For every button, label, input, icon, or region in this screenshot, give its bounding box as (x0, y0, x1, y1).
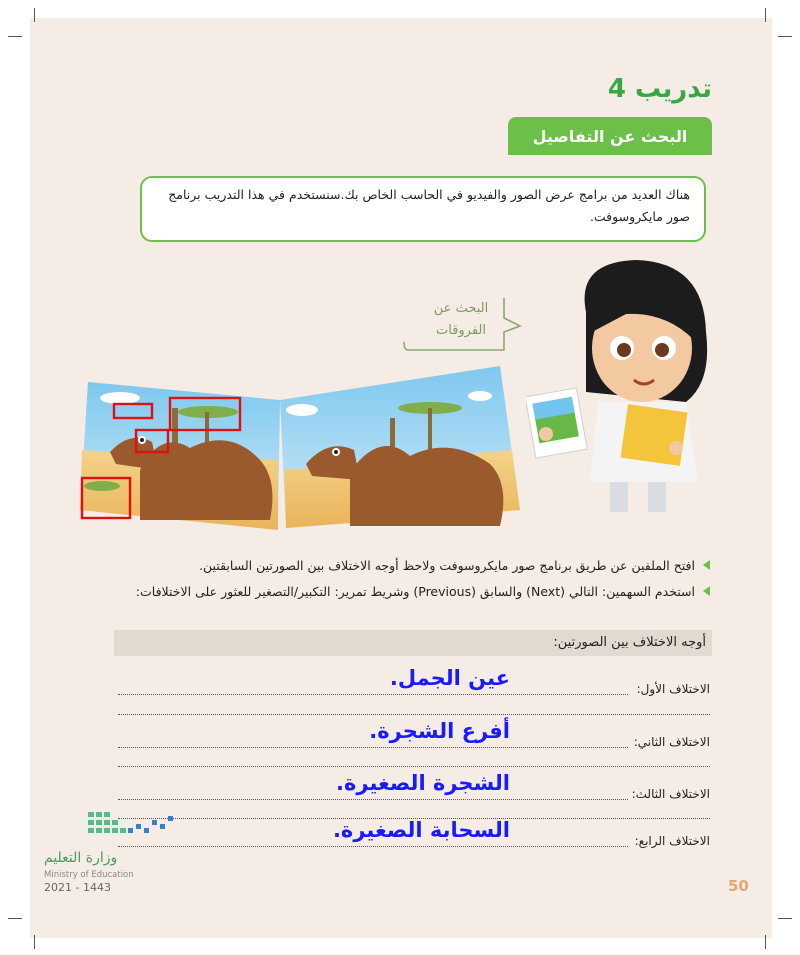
crop-mark (8, 36, 22, 37)
answer-label: الاختلاف الرابع: (634, 834, 710, 848)
ministry-name: وزارة التعليم (44, 850, 118, 866)
speech-bubble-text: البحث عن الفروقات (433, 301, 489, 338)
answer-row (118, 818, 710, 854)
answer-line (118, 714, 710, 715)
crop-mark (8, 918, 22, 919)
crop-mark (34, 8, 35, 22)
crop-mark (778, 918, 792, 919)
crop-mark (34, 935, 35, 949)
answer-line (118, 694, 628, 695)
crop-mark (765, 8, 766, 22)
answer-label: الاختلاف الأول: (636, 682, 710, 696)
camel-photo-left (80, 382, 280, 530)
section-banner: البحث عن التفاصيل (508, 117, 712, 155)
bullet-arrow-icon (703, 560, 710, 570)
answer-line (118, 747, 628, 748)
answer-text: أفرع الشجرة. (369, 719, 510, 743)
bullet-arrow-icon (703, 586, 710, 596)
answer-label: الاختلاف الثالث: (631, 787, 710, 801)
ministry-emblem-icon (44, 808, 184, 850)
answer-line (118, 766, 710, 767)
answer-row (118, 771, 710, 807)
answer-label: الاختلاف الثاني: (633, 735, 710, 749)
instructions-list (130, 552, 710, 604)
answer-row (118, 719, 710, 755)
crop-mark (778, 36, 792, 37)
instruction-text: افتح الملفين عن طريق برنامج صور مايكروسوفت ولاحظ أوجه الاختلاف بين الصورتين السابقتين. (199, 557, 695, 573)
ministry-logo (44, 808, 184, 898)
camel-photo-right (280, 366, 520, 528)
list-item (130, 552, 710, 578)
answer-line (118, 846, 628, 847)
instruction-text: استخدم السهمين: التالي (Next) والسابق (Previous) وشريط تمرير: التكبير/التصغير للعثور على الاختلافات: (135, 583, 695, 599)
answer-text: عين الجمل. (389, 666, 510, 690)
speech-bubble (400, 292, 520, 360)
ministry-name-english: Ministry of Education (44, 870, 134, 880)
answer-text: السحابة الصغيرة. (332, 818, 510, 842)
page-number: 50 (728, 877, 749, 895)
answers-header: أوجه الاختلاف بين الصورتين: (114, 630, 712, 656)
answer-text: الشجرة الصغيرة. (336, 771, 510, 795)
answer-line (118, 799, 628, 800)
list-item (130, 578, 710, 604)
camel-comparison-illustration (80, 360, 530, 530)
academic-year: 2021 - 1443 (44, 881, 111, 894)
girl-character-illustration (526, 252, 726, 522)
intro-box: هناك العديد من برامج عرض الصور والفيديو في الحاسب الخاص بك.سنستخدم في هذا التدريب برنامج صور مايكروسوفت. (140, 176, 706, 242)
crop-mark (765, 935, 766, 949)
answer-row (118, 666, 710, 702)
exercise-title: تدريب 4 (607, 74, 712, 104)
